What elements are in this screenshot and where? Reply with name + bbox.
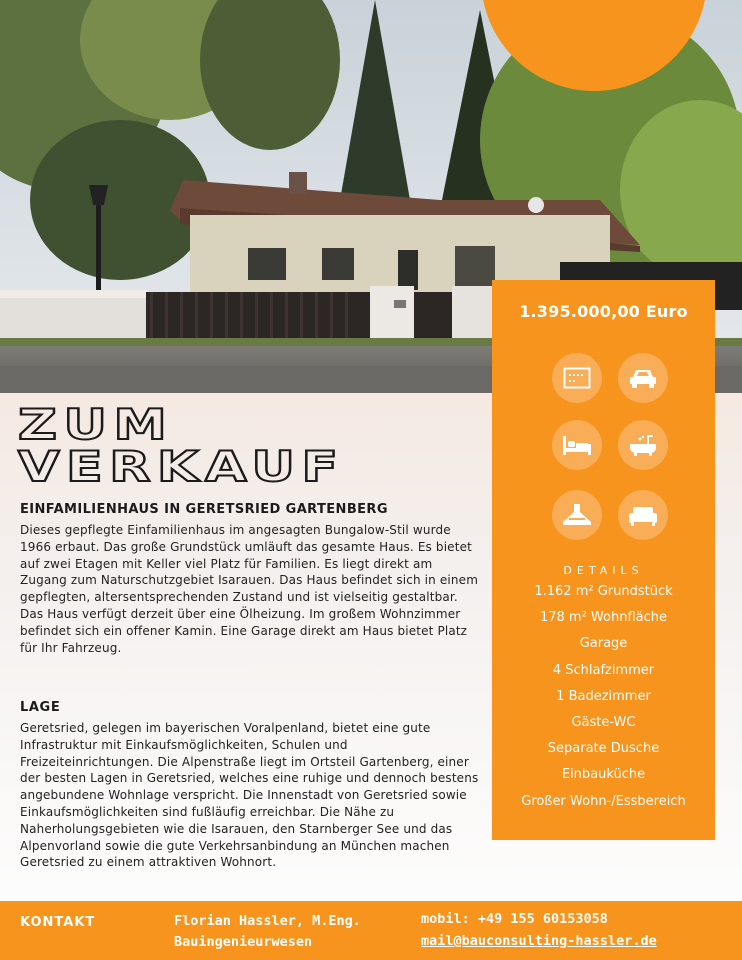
list-item: 1.162 m² Grundstück [534,584,673,599]
price: 1.395.000,00 Euro [519,302,688,321]
details-list [492,582,715,818]
intro-text: Dieses gepflegte Einfamilienhaus im angesagten Bungalow-Stil wurde 1966 erbaut. Das große Grundstück umläuft das gesamte Haus. Es bietet auf zwei Etagen mit Keller viel Platz für Familien. Es liegt direkt am Zugang zum Naturschutzgebiet Isarauen. Das Haus befindet sich in einem gepflegten, altersentsprechenden Zustand und ist vielseitig gestaltbar. Das Haus verfügt derzeit über eine Ölheizung. Im großem Wohnzimmer befindet sich ein offener Kamin. Eine Garage direkt am Haus bietet Platz für Ihr Fahrzeug. [20,523,479,655]
kontakt-label: KONTAKT [20,915,96,930]
intro-heading: EINFAMILIENHAUS IN GERETSRIED GARTENBERG [20,502,388,517]
list-item: Großer Wohn-/Essbereich [521,793,686,809]
footer [0,901,742,960]
kitchen-hood-icon [552,490,602,540]
headline-line-2: VERKAUF [18,442,345,491]
lage-heading: LAGE [20,700,61,715]
list-item: 4 Schlafzimmer [552,662,655,678]
list-item: 178 m² Wohnfläche [539,610,668,626]
headline-line-1: ZUM [18,400,174,449]
bed-icon [552,420,602,470]
price-panel [492,280,715,840]
list-item: Separate Dusche [547,741,660,757]
sofa-icon [618,490,668,540]
lage-text: Geretsried, gelegen im bayerischen Voralpenland, bietet eine gute Infrastruktur mit Einkaufsmöglichkeiten, Schulen und Freizeiteinrichtungen. Die Alpenstraße liegt im Ortsteil Gartenberg, einer der besten Lagen in Geretsried, welches eine ruhige und dennoch bestens angebundene Wohnlage verspricht. Die Innenstadt von Geretsried sowie Einkaufsmöglichkeiten sind fußläufig erreichbar. Die Nähe zu Naherholungsgebieten wie die Isarauen, den Starnberger See und das Alpenvorland sowie die gute Verkehrsanbindung an München machen Geretsried zu einem attraktiven Wohnort. [20,721,479,870]
contact-role: Bauingenieurwesen [174,934,313,950]
floorplan-icon [552,353,602,403]
list-item: Einbauküche [561,767,646,783]
car-icon [618,353,668,403]
list-item: Gäste-WC [571,714,636,730]
contact-email-link[interactable]: mail@bauconsulting-hassler.de [421,933,657,949]
list-item: Garage [579,636,628,652]
contact-name: Florian Hassler, M.Eng. [174,913,361,929]
bathtub-icon [618,420,668,470]
list-item: 1 Badezimmer [556,688,651,704]
headline [18,400,345,491]
contact-phone[interactable]: mobil: +49 155 60153058 [421,911,608,927]
details-title: DETAILS [563,564,644,577]
